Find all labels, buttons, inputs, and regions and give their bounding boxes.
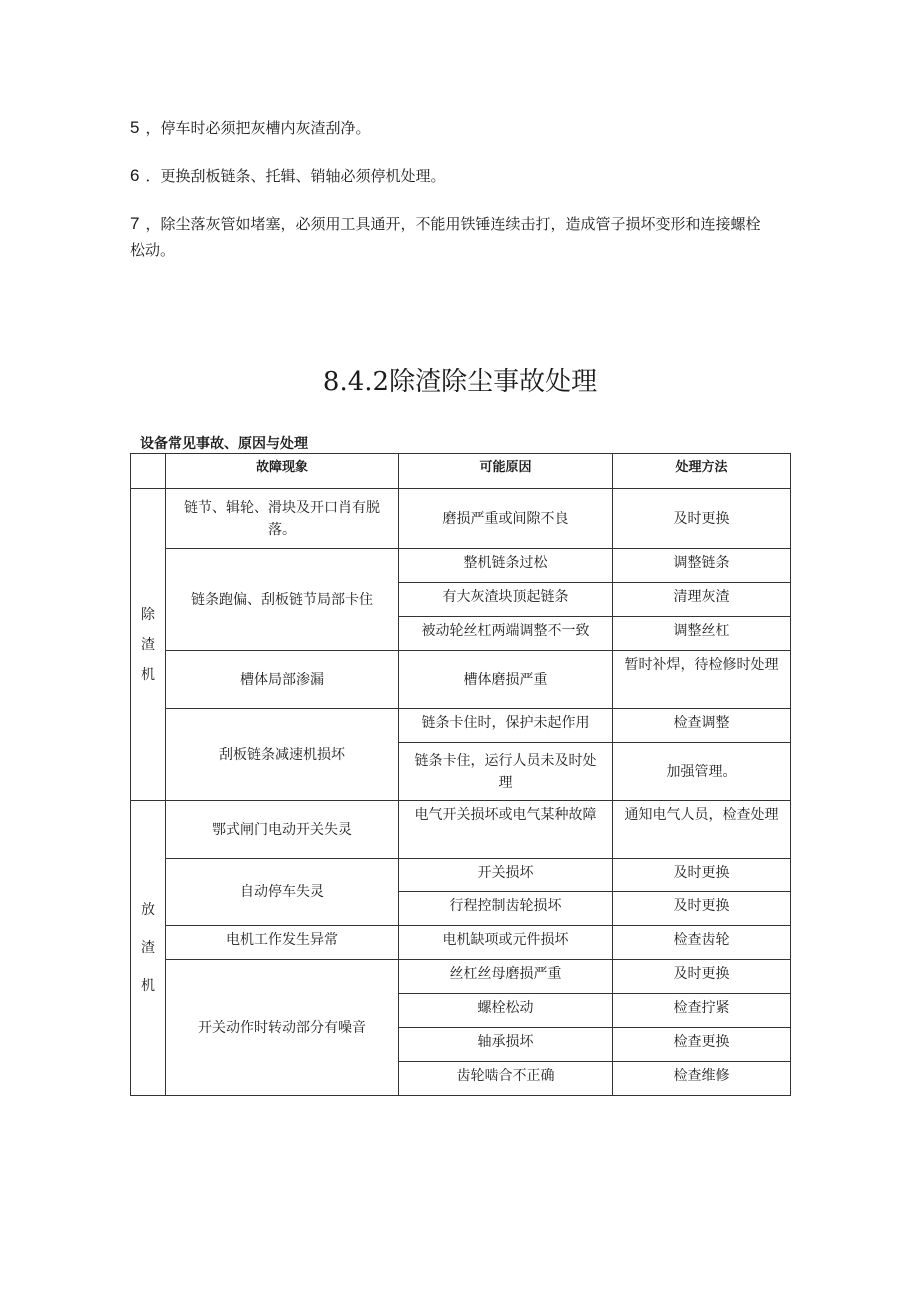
fix-cell: 暂时补焊，待检修时处理 [613, 651, 791, 709]
cause-cell: 开关损坏 [399, 859, 613, 892]
fix-cell: 通知电气人员，检查处理 [613, 801, 791, 859]
table-caption: 设备常见事故、原因与处理 [140, 436, 308, 452]
paragraph-text-continuation: 松动。 [130, 241, 176, 259]
cause-cell: 轴承损坏 [399, 1028, 613, 1062]
fix-cell: 检查齿轮 [613, 926, 791, 960]
cause-cell: 链条卡住，运行人员未及时处 理 [399, 743, 613, 801]
table-row [131, 709, 791, 743]
section-title: 8.4.2除渣除尘事故处理 [322, 367, 598, 397]
table-row [131, 489, 791, 549]
fix-cell: 检查维修 [613, 1062, 791, 1096]
cause-cell: 被动轮丝杠两端调整不一致 [399, 617, 613, 651]
cause-cell: 槽体磨损严重 [399, 651, 613, 709]
equipment-cell: 放 渣 机 [131, 801, 166, 1096]
fix-cell: 检查更换 [613, 1028, 791, 1062]
fix-cell: 调整链条 [613, 549, 791, 583]
fix-cell: 及时更换 [613, 892, 791, 926]
table-row [131, 801, 791, 859]
paragraph-6 [130, 163, 445, 189]
fix-cell: 检查拧紧 [613, 994, 791, 1028]
cause-cell: 电机缺项或元件损坏 [399, 926, 613, 960]
cause-cell: 整机链条过松 [399, 549, 613, 583]
cause-cell: 行程控制齿轮损坏 [399, 892, 613, 926]
table-header-row [131, 454, 791, 489]
equipment-cell: 除渣 机 [131, 489, 166, 801]
symptom-cell: 自动停车失灵 [166, 859, 399, 926]
paragraph-text: ，停车时必须把灰槽内灰渣刮净。 [145, 119, 371, 137]
symptom-cell: 链条跑偏、刮板链节局部卡住 [166, 549, 399, 651]
paragraph-text: ．更换刮板链条、托辑、销轴必须停机处理。 [145, 167, 446, 185]
cause-cell: 电气开关损坏或电气某种故障 [399, 801, 613, 859]
paragraph-number: 6 [130, 166, 140, 185]
fault-table [130, 453, 791, 1096]
header-equipment [131, 454, 166, 489]
cause-cell: 磨损严重或间隙不良 [399, 489, 613, 549]
fix-cell: 及时更换 [613, 859, 791, 892]
table-row [131, 651, 791, 709]
fix-cell: 清理灰渣 [613, 583, 791, 617]
table-row [131, 926, 791, 960]
symptom-cell: 刮板链条减速机损坏 [166, 709, 399, 801]
fix-cell: 加强管理。 [613, 743, 791, 801]
paragraph-7 [130, 211, 760, 263]
cause-cell: 螺栓松动 [399, 994, 613, 1028]
header-fix: 处理方法 [613, 454, 791, 489]
table-row [131, 960, 791, 994]
paragraph-text: ，除尘落灰管如堵塞，必须用工具通开，不能用铁锤连续击打，造成管子损坏变形和连接螺栓 [145, 215, 761, 233]
fix-cell: 及时更换 [613, 489, 791, 549]
cause-cell: 有大灰渣块顶起链条 [399, 583, 613, 617]
cause-cell: 丝杠丝母磨损严重 [399, 960, 613, 994]
paragraph-5 [130, 115, 370, 141]
header-cause: 可能原因 [399, 454, 613, 489]
header-symptom: 故障现象 [166, 454, 399, 489]
cause-cell: 齿轮啮合不正确 [399, 1062, 613, 1096]
symptom-cell: 开关动作时转动部分有噪音 [166, 960, 399, 1096]
fix-cell: 及时更换 [613, 960, 791, 994]
fix-cell: 检查调整 [613, 709, 791, 743]
cause-cell: 链条卡住时，保护未起作用 [399, 709, 613, 743]
fix-cell: 调整丝杠 [613, 617, 791, 651]
symptom-cell: 电机工作发生异常 [166, 926, 399, 960]
paragraph-number: 7 [130, 214, 140, 233]
symptom-cell: 链节、辑轮、滑块及开口肖有脱 落。 [166, 489, 399, 549]
table-row [131, 859, 791, 892]
symptom-cell: 槽体局部渗漏 [166, 651, 399, 709]
symptom-cell: 鄂式闸门电动开关失灵 [166, 801, 399, 859]
table-row [131, 549, 791, 583]
paragraph-number: 5 [130, 118, 140, 137]
